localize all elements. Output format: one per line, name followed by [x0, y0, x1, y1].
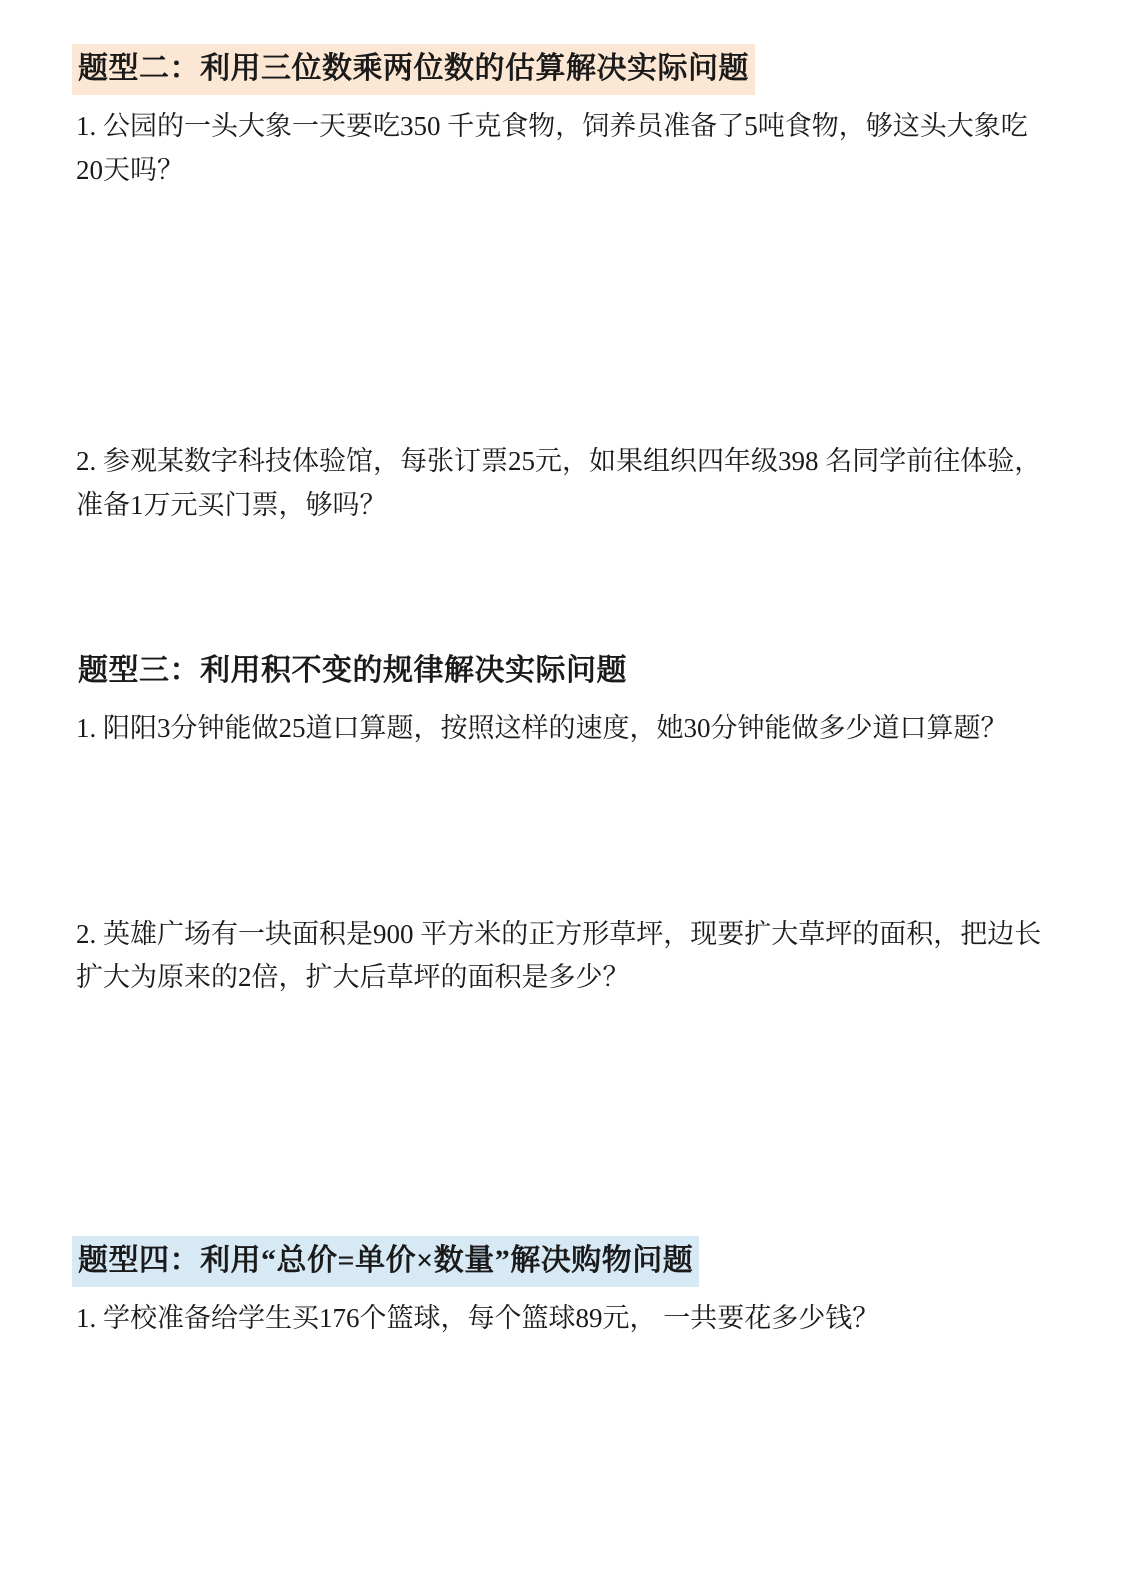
- question-3-2: 2. 英雄广场有一块面积是900 平方米的正方形草坪，现要扩大草坪的面积，把边长扩大为原来的2倍，扩大后草坪的面积是多少？: [76, 918, 1042, 993]
- question-3-1: 1. 阳阳3分钟能做25道口算题，按照这样的速度，她30分钟能做多少道口算题？: [76, 712, 1008, 743]
- section-heading-row-2: [72, 646, 1050, 697]
- question-4-1: 1. 学校准备给学生买176个篮球，每个篮球89元， 一共要花多少钱？: [76, 1303, 880, 1334]
- answer-space-3-1: [72, 751, 1050, 903]
- section-heading-2: 题型二：利用三位数乘两位数的估算解决实际问题: [72, 44, 755, 95]
- question-2-1: 1. 公园的一头大象一天要吃350 千克食物，饲养员准备了5吨食物，够这头大象吃20天吗？: [76, 111, 1028, 185]
- section-heading-row-1: [72, 44, 1050, 95]
- answer-space-2-1: [72, 192, 1050, 430]
- question-2-2: 2. 参观某数字科技体验馆，每张订票25元，如果组织四年级398 名同学前往体验，准备1万元买门票，够吗？: [76, 446, 1042, 521]
- answer-space-2-2: [72, 528, 1050, 646]
- section-heading-4: 题型四：利用“总价=单价×数量”解决购物问题: [72, 1236, 699, 1287]
- section-heading-3: 题型三：利用积不变的规律解决实际问题: [78, 653, 627, 687]
- answer-space-3-2: [72, 1000, 1050, 1236]
- section-heading-row-3: [72, 1236, 1050, 1287]
